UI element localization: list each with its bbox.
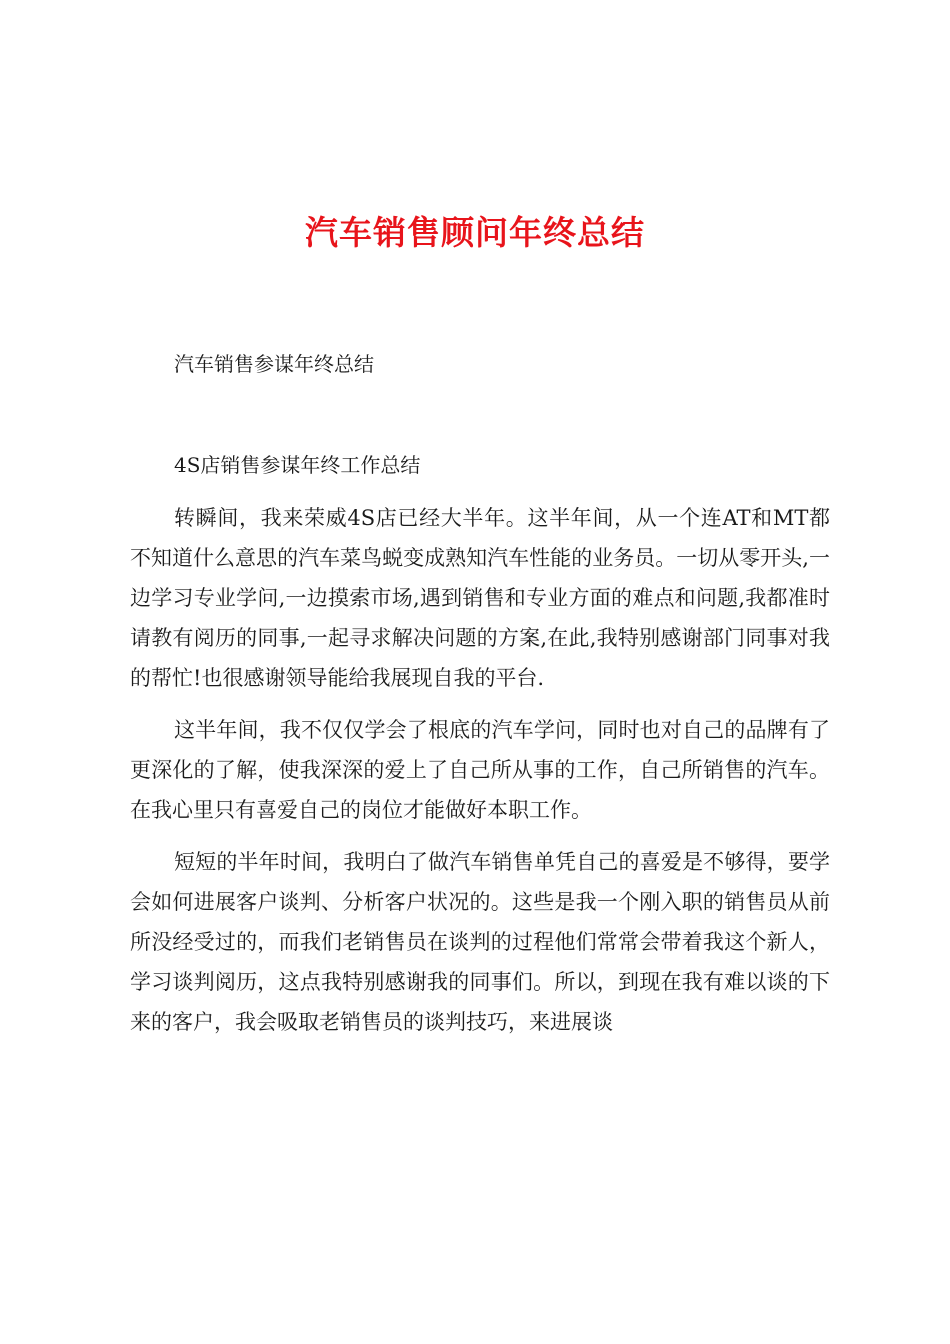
section-heading: 4S店销售参谋年终工作总结 [174,453,421,477]
document-subtitle: 汽车销售参谋年终总结 [174,352,374,376]
body-paragraph: 短短的半年时间，我明白了做汽车销售单凭自己的喜爱是不够得，要学会如何进展客户谈判、分析客户状况的。这些是我一个刚入职的销售员从前所没经受过的，而我们老销售员在谈判的过程他们常常会带着我这个新人，学习谈判阅历，这点我特别感谢我的同事们。所以，到现在我有难以谈的下来的客户，我会吸取老销售员的谈判技巧，来进展谈 [130,850,830,1034]
page-title: 汽车销售顾问年终总结 [305,213,645,252]
body-paragraph: 转瞬间，我来荣威4S店已经大半年。这半年间，从一个连AT和MT都不知道什么意思的汽车菜鸟蜕变成熟知汽车性能的业务员。一切从零开头,一边学习专业学问,一边摸索市场,遇到销售和专业方面的难点和问题,我都准时请教有阅历的同事,一起寻求解决问题的方案,在此,我特别感谢部门同事对我的帮忙!也很感谢领导能给我展现自我的平台. [130,506,830,690]
body-paragraph: 这半年间，我不仅仅学会了根底的汽车学问，同时也对自己的品牌有了更深化的了解，使我深深的爱上了自己所从事的工作，自己所销售的汽车。在我心里只有喜爱自己的岗位才能做好本职工作。 [130,718,830,822]
document-body [130,498,830,1054]
